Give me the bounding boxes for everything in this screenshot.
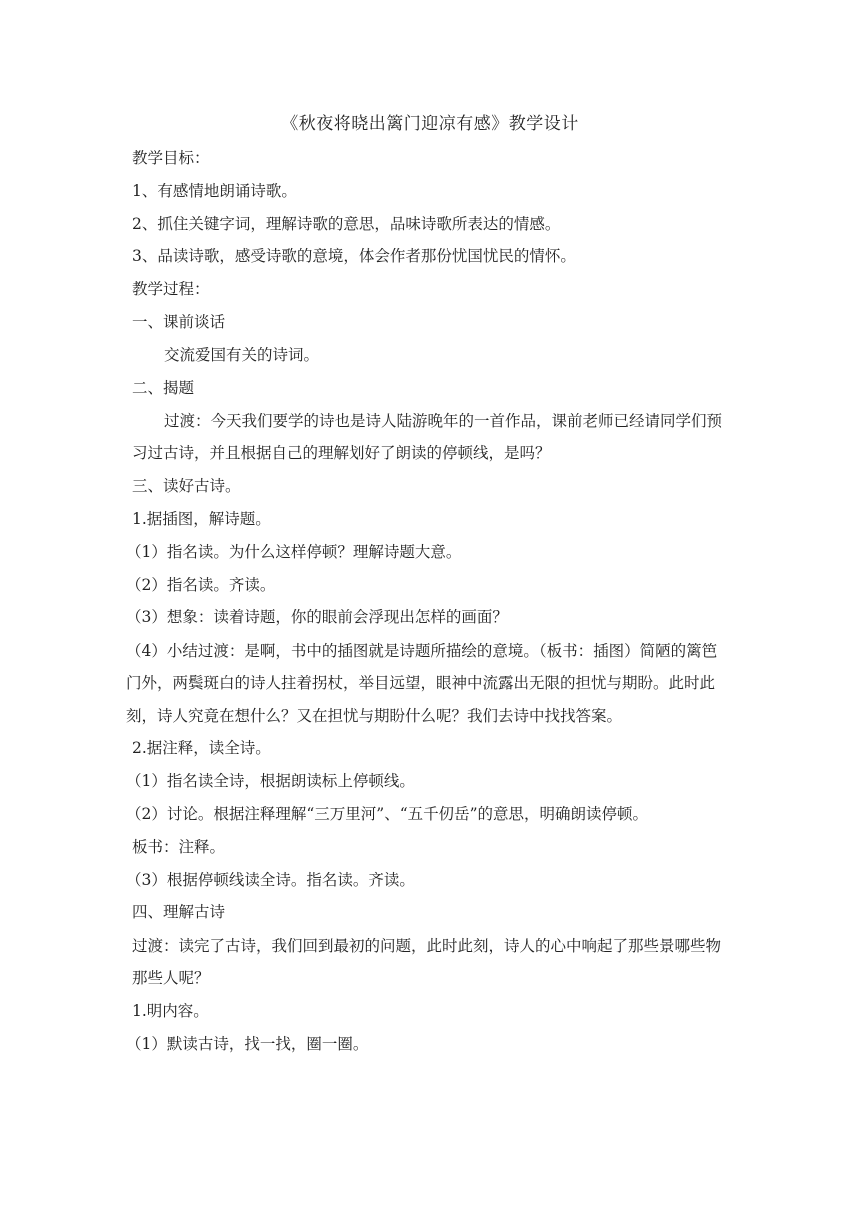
paragraph: 教学过程： (132, 280, 210, 299)
paragraph: （2）指名读。齐读。 (126, 575, 276, 594)
paragraph: （3）想象：读着诗题，你的眼前会浮现出怎样的画面？ (126, 608, 508, 627)
paragraph: 1.据插图，解诗题。 (132, 509, 271, 528)
paragraph: 一、课前谈话 (132, 312, 226, 331)
paragraph: 过渡：今天我们要学的诗也是诗人陆游晚年的一首作品，课前老师已经请同学们预习过古诗，并且根据自己的理解划好了朗读的停顿线，是吗？ (132, 411, 723, 463)
paragraph: 过渡：读完了古诗，我们回到最初的问题，此时此刻，诗人的心中响起了那些景哪些物那些人呢？ (132, 936, 722, 988)
paragraph: 2.据注释，读全诗。 (132, 739, 271, 758)
paragraph: （3）根据停顿线读全诗。指名读。齐读。 (126, 870, 415, 889)
paragraph: 1、有感情地朗诵诗歌。 (132, 181, 297, 200)
paragraph: （4）小结过渡：是啊，书中的插图就是诗题所描绘的意境。（板书：插图）简陋的篱笆门外，两鬓斑白的诗人拄着拐杖，举目远望，眼神中流露出无限的担忧与期盼。此时此刻，诗人究竟在想什么？又在担忧与期盼什么呢？我们去诗中找找答案。 (126, 641, 718, 725)
paragraph: 1.明内容。 (132, 1002, 209, 1021)
paragraph: 四、理解古诗 (132, 903, 226, 922)
document-title: 《秋夜将晓出篱门迎凉有感》教学设计 (281, 114, 579, 134)
paragraph: 教学目标： (132, 149, 210, 167)
paragraph: 板书：注释。 (132, 837, 226, 856)
paragraph: 二、揭题 (132, 378, 195, 397)
paragraph: 三、读好古诗。 (132, 477, 241, 496)
document-body (126, 148, 732, 1067)
paragraph: 2、抓住关键字词，理解诗歌的意思，品味诗歌所表达的情感。 (132, 214, 561, 233)
paragraph: （2）讨论。根据注释理解“三万里河”、“五千仞岳”的意思，明确朗读停顿。 (126, 805, 649, 824)
paragraph: （1）指名读。为什么这样停顿？理解诗题大意。 (126, 542, 462, 561)
paragraph: 交流爱国有关的诗词。 (164, 345, 320, 364)
paragraph: 3、品读诗歌，感受诗歌的意境，体会作者那份忧国忧民的情怀。 (132, 247, 576, 266)
paragraph: （1）指名读全诗，根据朗读标上停顿线。 (126, 772, 415, 791)
paragraph: （1）默读古诗，找一找，圈一圈。 (126, 1034, 369, 1053)
